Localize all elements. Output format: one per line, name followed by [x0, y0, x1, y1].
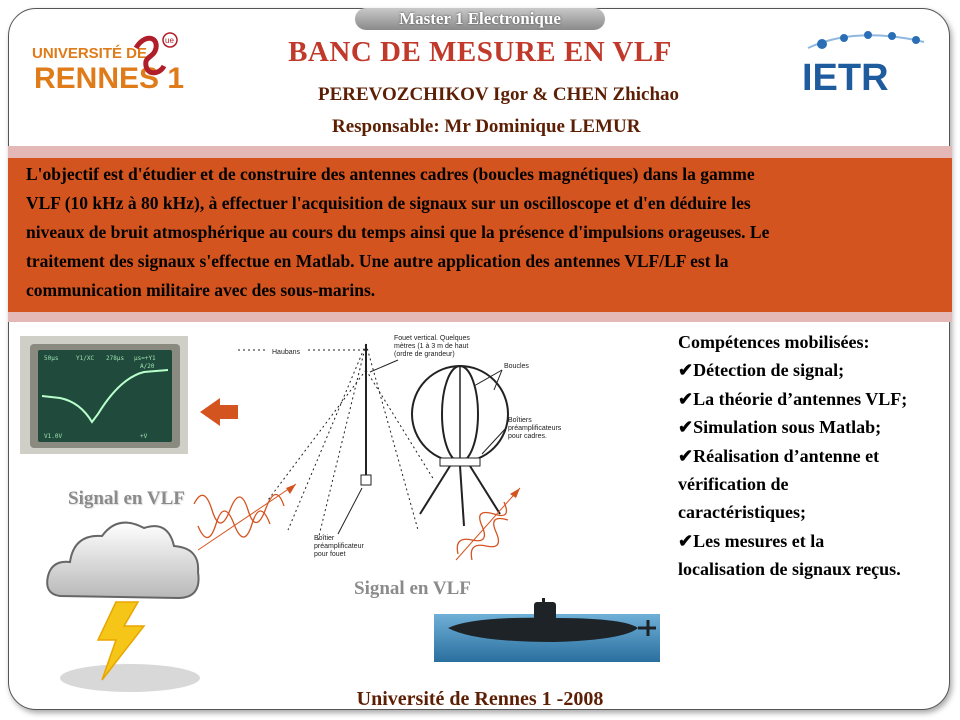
page-title: BANC DE MESURE EN VLF — [288, 36, 672, 68]
fouet-label: mètres (1 à 3 m de haut — [394, 343, 469, 350]
signal-vlf-label-bottom: Signal en VLF — [354, 578, 471, 599]
authors: PEREVOZCHIKOV Igor & CHEN Zhichao — [318, 84, 680, 105]
osc-readout: V1.0V — [44, 433, 63, 440]
competence-item: ✔Les mesures et la — [678, 530, 825, 551]
boucles-label: Boucles — [504, 363, 529, 370]
competence-item: ✔Détection de signal; — [678, 360, 845, 381]
checkmark-icon: ✔ — [678, 360, 694, 381]
vlf-wave-arrow-right — [452, 484, 526, 562]
boitier-label: pour fouet — [314, 551, 346, 558]
haubans-label: Haubans — [272, 349, 301, 356]
competence-item: ✔Réalisation d’antenne et — [678, 445, 880, 466]
osc-readout: Y1/XC — [76, 355, 95, 362]
objective-text — [26, 160, 926, 305]
checkmark-icon: ✔ — [678, 530, 694, 551]
objective-line: VLF (10 kHz à 80 kHz), à effectuer l'acquisition de signaux sur un oscilloscope et d'en déduire les — [26, 193, 751, 213]
competences-list — [678, 328, 948, 584]
boitiers-label: Boîtiers — [508, 417, 532, 424]
boitiers-label: pour cadres. — [508, 433, 547, 440]
competence-item: ✔La théorie d’antennes VLF; — [678, 388, 908, 409]
osc-readout: 50µs — [44, 355, 59, 362]
competence-item: ✔Simulation sous Matlab; — [678, 417, 882, 438]
osc-readout: +V — [140, 433, 148, 440]
rennes-logo-line1: UNIVERSITÉ DE — [32, 45, 148, 62]
osc-readout: µs=+Y1 — [134, 355, 156, 362]
competence-item-cont: vérification de — [678, 474, 789, 495]
ietr-logo-text: IETR — [802, 57, 889, 96]
competences-heading: Compétences mobilisées: — [678, 332, 870, 352]
divider-top — [8, 146, 952, 158]
universite-rennes-logo — [24, 26, 184, 102]
competence-item-cont: localisation de signaux reçus. — [678, 559, 901, 580]
boitier-label: Boîtier — [314, 535, 335, 542]
whip-preamp-box — [361, 475, 371, 485]
footer: Université de Rennes 1 -2008 — [356, 688, 604, 710]
osc-readout: A/20 — [140, 363, 155, 370]
boitier-label: préamplificateur — [314, 543, 364, 550]
divider-bottom — [8, 312, 952, 322]
objective-line: communication militaire avec des sous-marins. — [26, 280, 376, 300]
ietr-logo — [796, 28, 936, 96]
rennes-logo-line2: RENNES 1 — [34, 62, 184, 95]
boitiers-label: préamplificateurs — [508, 425, 562, 432]
fouet-label: Fouet vertical. Quelques — [394, 335, 470, 342]
osc-readout: 278µs — [106, 355, 125, 362]
checkmark-icon: ✔ — [678, 445, 694, 466]
submarine-image — [434, 598, 660, 662]
storm-cloud-icon — [40, 510, 210, 700]
objective-line: niveaux de bruit atmosphérique au cours du temps ainsi que la présence d'impulsions orageuses. Le — [26, 222, 770, 242]
fouet-label: (ordre de grandeur) — [394, 351, 455, 358]
objective-line: traitement des signaux s'effectue en Matlab. Une autre application des antennes VLF/LF est la — [26, 251, 729, 271]
checkmark-icon: ✔ — [678, 388, 694, 409]
signal-vlf-label-left: Signal en VLF — [68, 488, 185, 509]
ue-badge: ue — [165, 36, 174, 45]
master-label: Master 1 Electronique — [399, 9, 561, 28]
checkmark-icon: ✔ — [678, 417, 694, 438]
objective-line: L'objectif est d'étudier et de construire des antennes cadres (boucles magnétiques) dans la gamme — [26, 164, 755, 184]
competence-item-cont: caractéristiques; — [678, 502, 806, 523]
oscilloscope-photo — [20, 336, 188, 454]
responsable: Responsable: Mr Dominique LEMUR — [332, 116, 641, 137]
